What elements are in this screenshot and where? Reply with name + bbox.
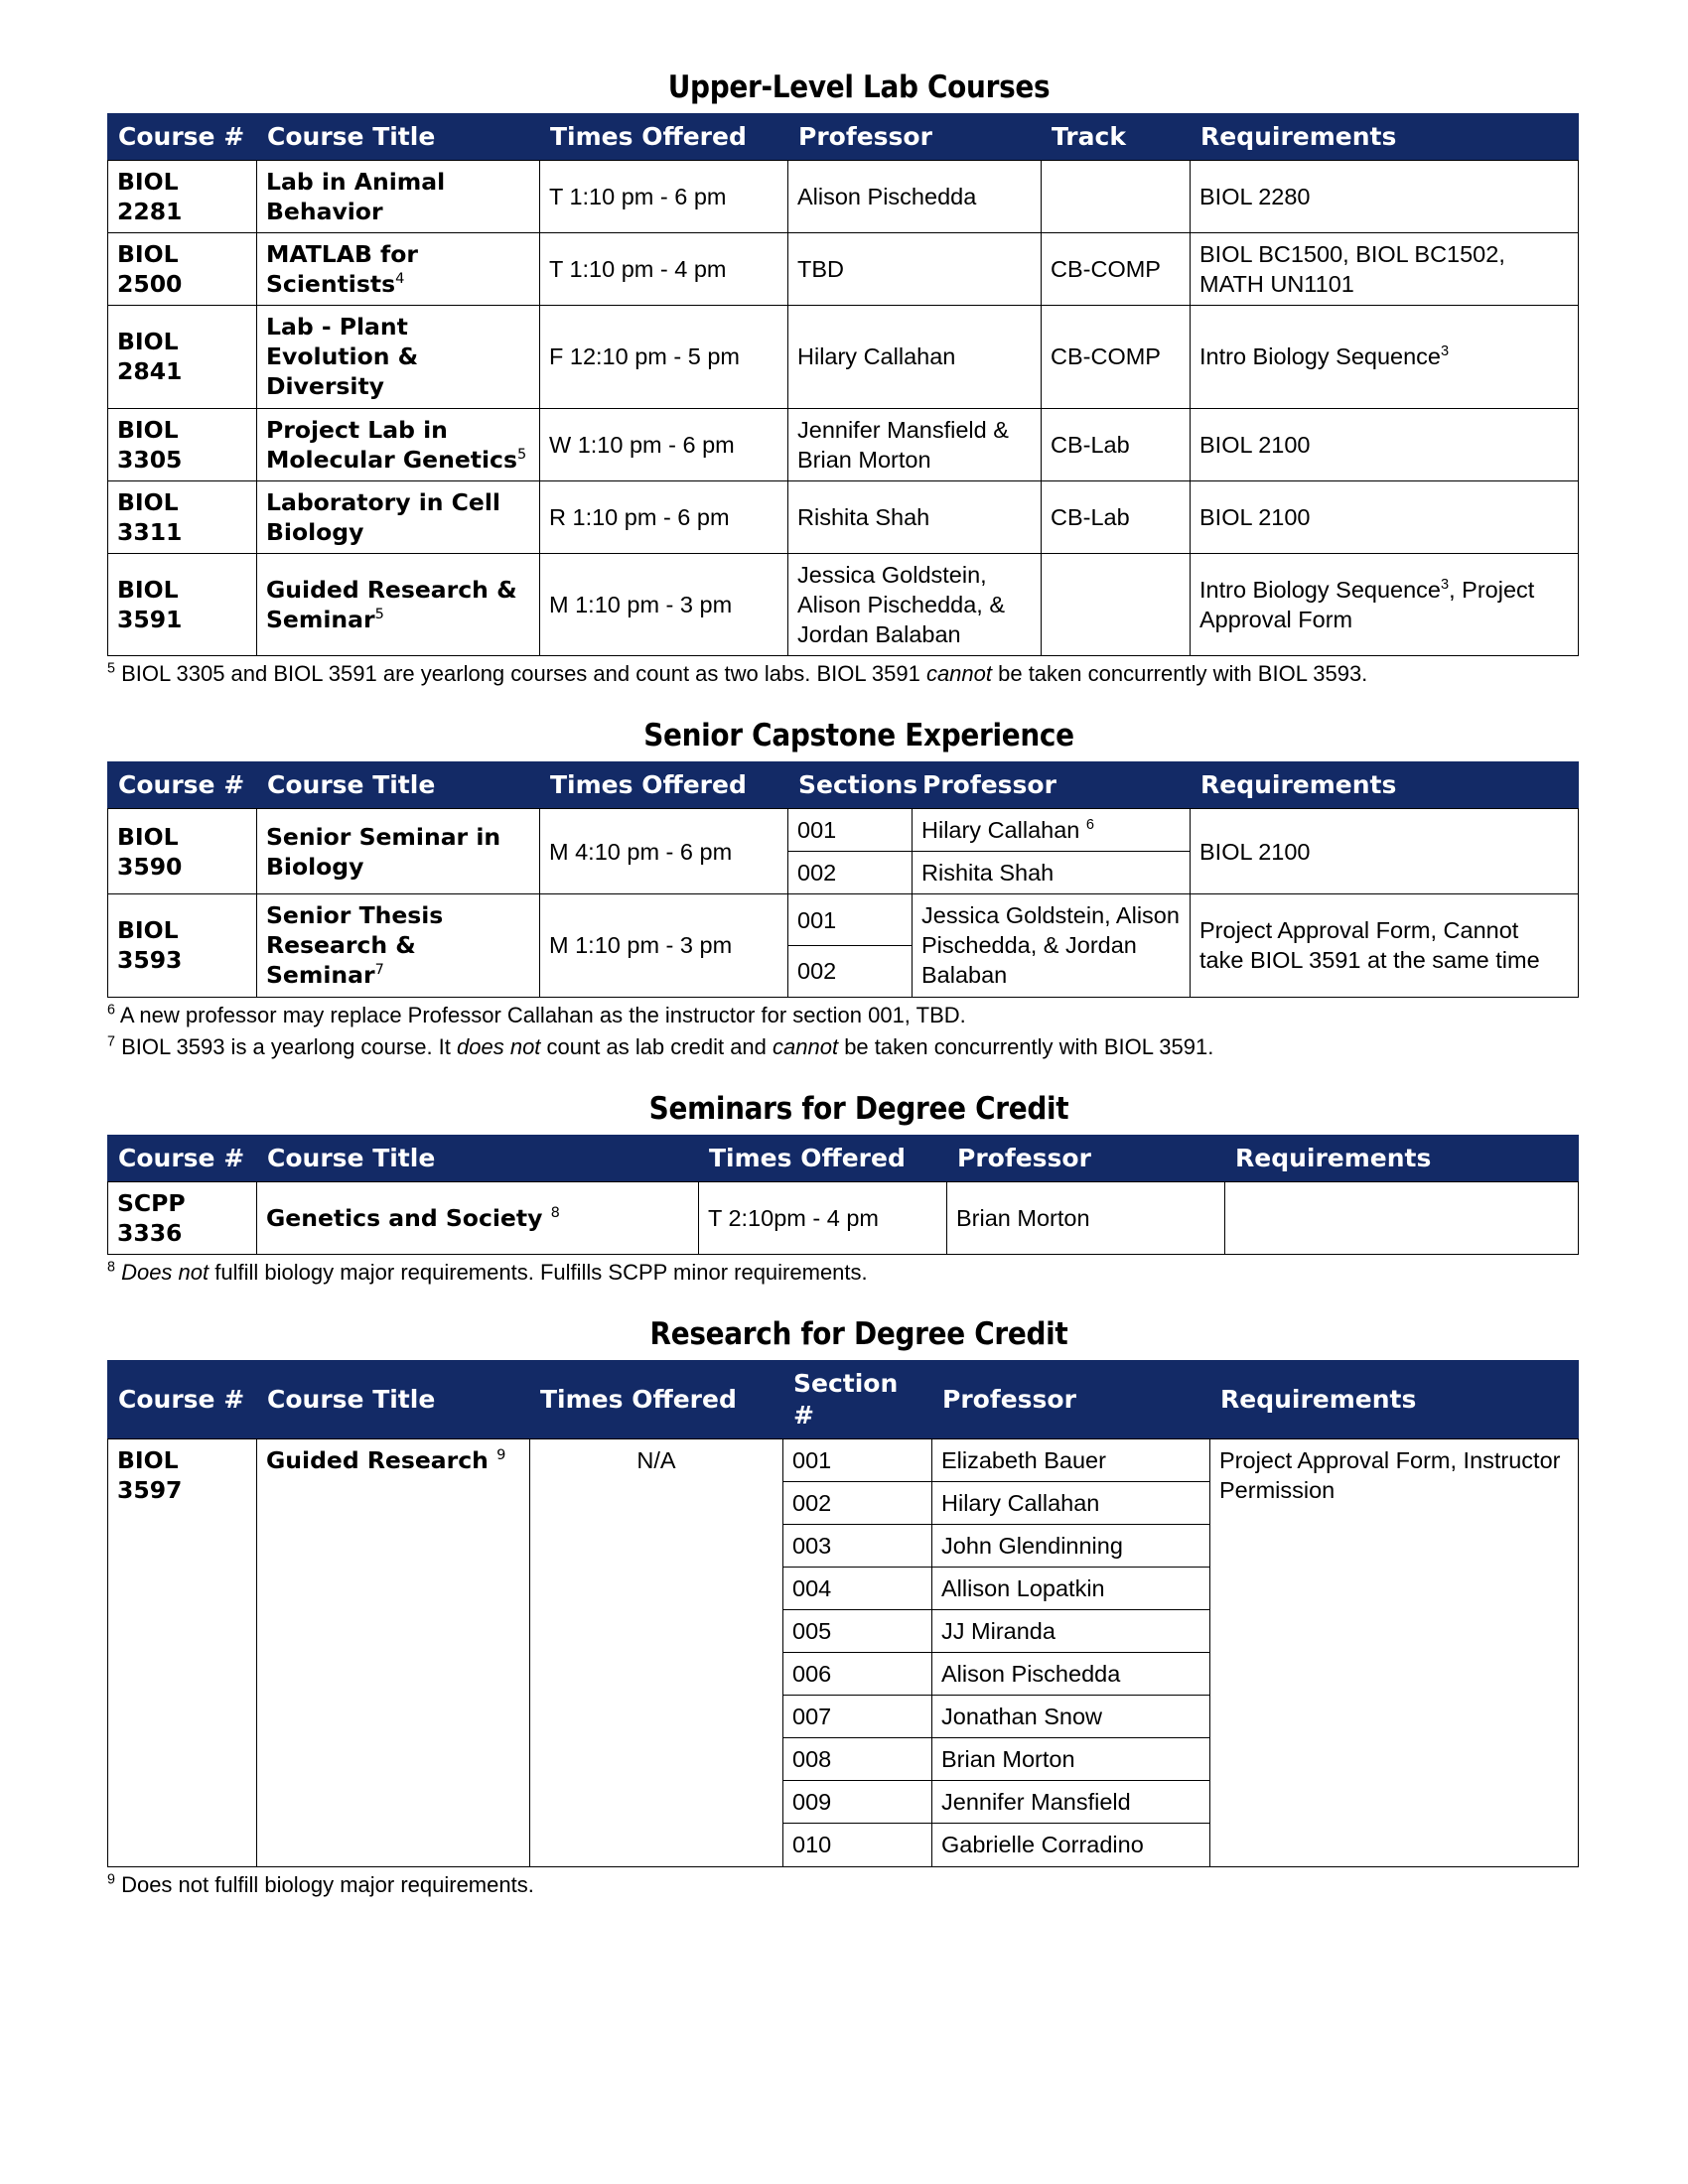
cell-section-number: 003 [783, 1524, 932, 1567]
table-header-row [108, 762, 1579, 809]
footnote-text: BIOL 3305 and BIOL 3591 are yearlong courses and count as two labs. BIOL 3591 [121, 661, 926, 687]
table-row [108, 161, 1579, 233]
cell-course-title [257, 809, 540, 894]
table-row [108, 1438, 1579, 1481]
section-title-research: Research for Degree Credit [649, 1315, 1068, 1352]
course-title-text: Lab in Animal Behavior [266, 168, 446, 226]
footnote-emphasis: does not [457, 1033, 541, 1059]
table-header-row [108, 1360, 1579, 1438]
cell-requirements: BIOL 2100 [1191, 480, 1579, 553]
table-header-row [108, 1135, 1579, 1181]
cell-course-number: BIOL 3311 [108, 480, 257, 553]
cell-course-number: BIOL 2841 [108, 306, 257, 408]
cell-professor: Jonathan Snow [932, 1696, 1210, 1738]
requirements-text: Intro Biology Sequence [1199, 343, 1441, 370]
footnote-8 [107, 1258, 1611, 1287]
cell-course-title [257, 408, 540, 480]
cell-requirements: BIOL 2280 [1191, 161, 1579, 233]
footnote-emphasis: cannot [925, 661, 992, 687]
course-title-text: MATLAB for Scientists [266, 240, 418, 299]
column-header-course-number: Course # [108, 1360, 257, 1438]
cell-professor [913, 809, 1191, 852]
footnote-marker: 3 [1441, 343, 1450, 360]
column-header-times-offered: Times Offered [530, 1360, 783, 1438]
footnote-text-end: be taken concurrently with BIOL 3591. [838, 1033, 1214, 1059]
cell-section-number: 008 [783, 1738, 932, 1781]
cell-course-title [257, 306, 540, 408]
column-header-track: Track [1042, 114, 1191, 161]
cell-times-offered: M 4:10 pm - 6 pm [540, 809, 788, 894]
course-title-text: Project Lab in Molecular Genetics [266, 415, 517, 474]
cell-professor: Jessica Goldstein, Alison Pischedda, & Jordan Balaban [913, 894, 1191, 997]
cell-requirements: Project Approval Form, Cannot take BIOL 3591 at the same time [1191, 894, 1579, 997]
cell-professor: Rishita Shah [913, 852, 1191, 894]
cell-times-offered: F 12:10 pm - 5 pm [540, 306, 788, 408]
cell-section-number: 007 [783, 1696, 932, 1738]
cell-track: CB-Lab [1042, 408, 1191, 480]
footnote-marker: 7 [107, 1033, 115, 1050]
cell-times-offered: W 1:10 pm - 6 pm [540, 408, 788, 480]
requirements-text: Intro Biology Sequence [1199, 576, 1441, 603]
cell-professor: Brian Morton [932, 1738, 1210, 1781]
cell-times-offered: R 1:10 pm - 6 pm [540, 480, 788, 553]
footnote-marker: 7 [374, 961, 384, 979]
footnote-text-cont: be taken concurrently with BIOL 3593. [992, 661, 1368, 687]
section-title-upper-level-lab: Upper-Level Lab Courses [667, 69, 1051, 105]
course-title-text: Laboratory in Cell Biology [266, 487, 500, 546]
footnote-7 [107, 1032, 1611, 1061]
senior-capstone-table [107, 761, 1579, 997]
seminars-table [107, 1135, 1579, 1255]
cell-times-offered: T 2:10pm - 4 pm [699, 1181, 947, 1254]
cell-course-title [257, 553, 540, 655]
section-research-degree-credit [107, 1316, 1611, 1899]
footnote-text: A new professor may replace Professor Callahan as the instructor for section 001, TBD. [119, 1002, 966, 1027]
course-title-text: Lab - Plant Evolution & Diversity [266, 313, 419, 401]
cell-times-offered: T 1:10 pm - 4 pm [540, 233, 788, 306]
cell-requirements: BIOL 2100 [1191, 408, 1579, 480]
cell-professor: Jennifer Mansfield & Brian Morton [788, 408, 1042, 480]
course-title-text: Senior Seminar in Biology [266, 822, 501, 881]
cell-times-offered: M 1:10 pm - 3 pm [540, 894, 788, 997]
table-row [108, 809, 1579, 852]
cell-section-number: 004 [783, 1568, 932, 1610]
table-row [108, 894, 1579, 946]
footnote-marker: 5 [107, 660, 115, 677]
section-upper-level-lab [107, 69, 1611, 688]
table-row [108, 1181, 1579, 1254]
cell-course-title [257, 480, 540, 553]
cell-times-offered: M 1:10 pm - 3 pm [540, 553, 788, 655]
table-row [108, 233, 1579, 306]
cell-professor: Jessica Goldstein, Alison Pischedda, & Jordan Balaban [788, 553, 1042, 655]
footnote-emphasis-2: cannot [773, 1033, 839, 1059]
cell-professor: Gabrielle Corradino [932, 1824, 1210, 1866]
cell-section-number: 002 [788, 852, 913, 894]
column-header-professor: Professor [913, 762, 1191, 809]
cell-course-title [257, 1181, 699, 1254]
column-header-requirements: Requirements [1210, 1360, 1579, 1438]
cell-course-number: BIOL 2500 [108, 233, 257, 306]
cell-professor: Allison Lopatkin [932, 1568, 1210, 1610]
cell-requirements [1191, 553, 1579, 655]
cell-course-title [257, 161, 540, 233]
column-header-requirements: Requirements [1225, 1135, 1579, 1181]
cell-track [1042, 553, 1191, 655]
cell-professor: JJ Miranda [932, 1610, 1210, 1653]
cell-course-title [257, 233, 540, 306]
footnote-emphasis: Does not [121, 1259, 210, 1285]
course-title-text: Senior Thesis Research & Seminar [266, 901, 444, 990]
table-row [108, 553, 1579, 655]
column-header-sections: Sections [788, 762, 913, 809]
footnote-marker: 5 [374, 606, 384, 623]
cell-section-number: 010 [783, 1824, 932, 1866]
column-header-course-number: Course # [108, 762, 257, 809]
footnote-marker: 5 [516, 445, 527, 463]
cell-requirements: BIOL BC1500, BIOL BC1502, MATH UN1101 [1191, 233, 1579, 306]
column-header-times-offered: Times Offered [699, 1135, 947, 1181]
cell-section-number: 005 [783, 1610, 932, 1653]
cell-track: CB-COMP [1042, 233, 1191, 306]
column-header-course-number: Course # [108, 1135, 257, 1181]
footnote-marker: 6 [107, 1002, 115, 1019]
cell-professor: Alison Pischedda [932, 1653, 1210, 1696]
cell-professor: Rishita Shah [788, 480, 1042, 553]
cell-track: CB-COMP [1042, 306, 1191, 408]
footnote-text: fulfill biology major requirements. Fulfills SCPP minor requirements. [209, 1259, 868, 1285]
cell-times-offered: T 1:10 pm - 6 pm [540, 161, 788, 233]
cell-section-number: 001 [788, 809, 913, 852]
cell-course-title [257, 894, 540, 997]
cell-section-number: 006 [783, 1653, 932, 1696]
cell-requirements [1191, 306, 1579, 408]
column-header-times-offered: Times Offered [540, 114, 788, 161]
cell-professor: Elizabeth Bauer [932, 1438, 1210, 1481]
footnote-marker: 8 [550, 1203, 560, 1221]
table-row [108, 480, 1579, 553]
cell-course-number: BIOL 3305 [108, 408, 257, 480]
cell-professor: Hilary Callahan [788, 306, 1042, 408]
cell-requirements: Project Approval Form, Instructor Permission [1210, 1438, 1579, 1866]
cell-section-number: 001 [783, 1438, 932, 1481]
column-header-professor: Professor [788, 114, 1042, 161]
cell-course-title [257, 1438, 530, 1866]
column-header-requirements: Requirements [1191, 762, 1579, 809]
cell-course-number: BIOL 2281 [108, 161, 257, 233]
column-header-professor: Professor [947, 1135, 1225, 1181]
column-header-requirements: Requirements [1191, 114, 1579, 161]
cell-requirements [1225, 1181, 1579, 1254]
cell-course-number: BIOL 3591 [108, 553, 257, 655]
table-row [108, 306, 1579, 408]
footnote-9 [107, 1870, 1611, 1899]
footnote-marker: 4 [395, 270, 405, 288]
cell-professor: TBD [788, 233, 1042, 306]
requirements-text-cont: , Project Approval Form [1199, 576, 1535, 632]
cell-course-number: BIOL 3597 [108, 1438, 257, 1866]
cell-section-number: 002 [788, 945, 913, 997]
footnote-marker: 9 [107, 1871, 115, 1888]
footnote-text: BIOL 3593 is a yearlong course. It [121, 1033, 458, 1059]
cell-times-offered: N/A [530, 1438, 783, 1866]
section-title-seminars: Seminars for Degree Credit [648, 1090, 1069, 1127]
column-header-times-offered: Times Offered [540, 762, 788, 809]
column-header-section-number: Section # [783, 1360, 932, 1438]
cell-section-number: 001 [788, 894, 913, 946]
upper-level-lab-table [107, 113, 1579, 656]
cell-course-number: BIOL 3590 [108, 809, 257, 894]
cell-section-number: 009 [783, 1781, 932, 1824]
footnote-text: Does not fulfill biology major requirements. [121, 1871, 534, 1897]
table-row [108, 408, 1579, 480]
cell-course-number: SCPP 3336 [108, 1181, 257, 1254]
column-header-course-number: Course # [108, 114, 257, 161]
footnote-marker: 8 [107, 1259, 115, 1276]
course-title-text: Genetics and Society [266, 1203, 543, 1232]
cell-professor: John Glendinning [932, 1524, 1210, 1567]
footnote-marker: 6 [1085, 817, 1094, 834]
course-title-text: Guided Research & Seminar [266, 575, 517, 633]
cell-section-number: 002 [783, 1481, 932, 1524]
cell-professor: Hilary Callahan [932, 1481, 1210, 1524]
cell-requirements: BIOL 2100 [1191, 809, 1579, 894]
footnote-6 [107, 1001, 1611, 1029]
column-header-course-title: Course Title [257, 1135, 699, 1181]
cell-professor: Alison Pischedda [788, 161, 1042, 233]
cell-course-number: BIOL 3593 [108, 894, 257, 997]
table-header-row [108, 114, 1579, 161]
column-header-course-title: Course Title [257, 114, 540, 161]
cell-professor: Brian Morton [947, 1181, 1225, 1254]
column-header-course-title: Course Title [257, 762, 540, 809]
column-header-professor: Professor [932, 1360, 1210, 1438]
footnote-text-cont: count as lab credit and [540, 1033, 774, 1059]
cell-track [1042, 161, 1191, 233]
cell-professor: Jennifer Mansfield [932, 1781, 1210, 1824]
section-senior-capstone [107, 718, 1611, 1060]
section-seminars-degree-credit [107, 1091, 1611, 1287]
section-title-senior-capstone: Senior Capstone Experience [643, 718, 1074, 754]
column-header-course-title: Course Title [257, 1360, 530, 1438]
research-table [107, 1360, 1579, 1867]
professor-text: Hilary Callahan [921, 817, 1080, 844]
cell-track: CB-Lab [1042, 480, 1191, 553]
footnote-5 [107, 659, 1611, 688]
footnote-marker: 9 [496, 1445, 506, 1463]
course-title-text: Guided Research [266, 1445, 489, 1474]
footnote-marker: 3 [1441, 577, 1450, 594]
